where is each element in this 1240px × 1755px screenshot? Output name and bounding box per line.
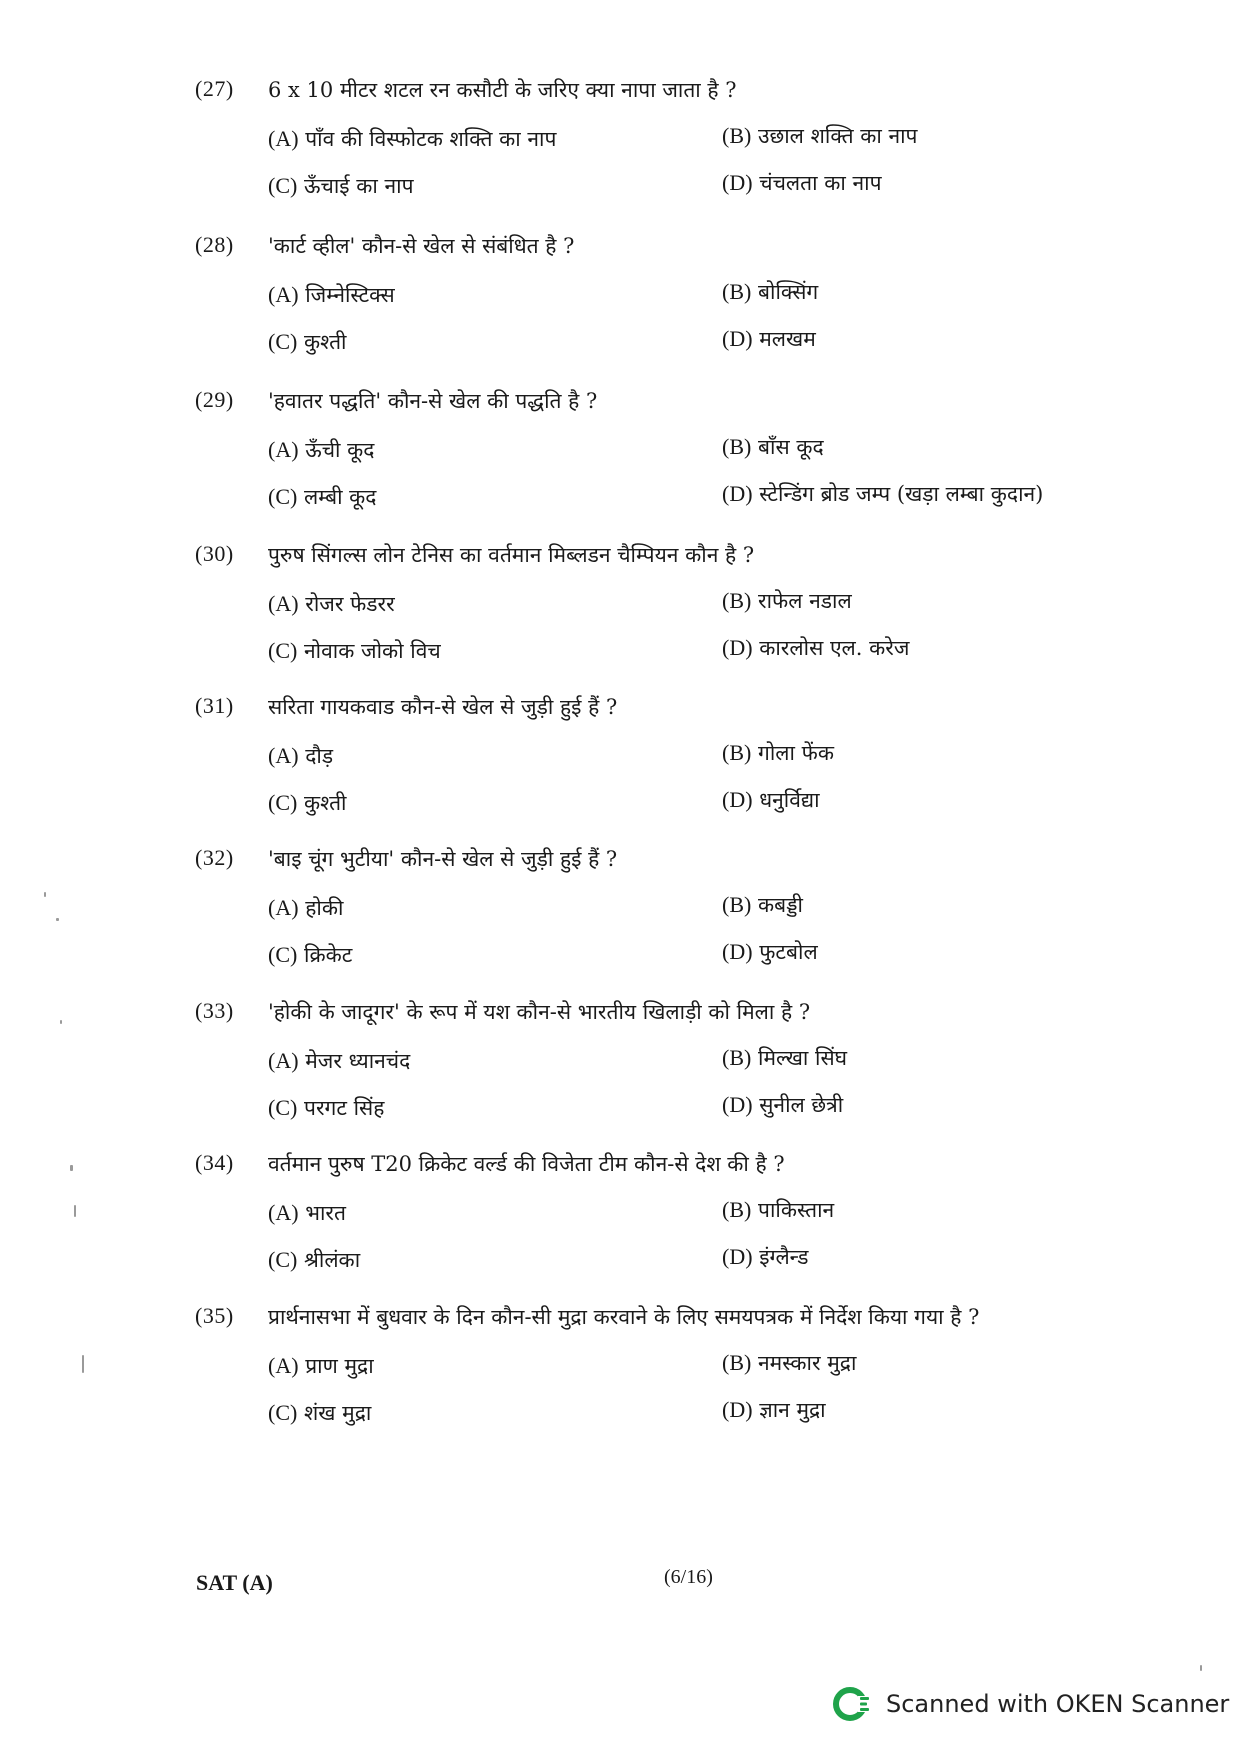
option-text: रोजर फेडरर xyxy=(305,592,395,616)
page-number: (6/16) xyxy=(664,1566,713,1588)
paper-code: SAT (A) xyxy=(196,1570,273,1595)
option-b xyxy=(722,122,917,150)
question-text: 6 x 10 मीटर शटल रन कसौटी के जरिए क्या नापा जाता है ? xyxy=(268,78,737,102)
option-b xyxy=(722,1196,834,1224)
option-c xyxy=(268,789,346,817)
option-text: फुटबोल xyxy=(759,940,818,964)
option-c xyxy=(268,172,414,200)
option-label: (A) xyxy=(268,437,299,462)
option-text: मेजर ध्यानचंद xyxy=(305,1049,411,1073)
option-a xyxy=(268,742,333,770)
question-35 xyxy=(0,1303,1240,1453)
option-a xyxy=(268,125,556,153)
option-label: (A) xyxy=(268,282,299,307)
option-text: इंग्लैन्ड xyxy=(759,1245,809,1269)
option-label: (A) xyxy=(268,1048,299,1073)
option-text: ज्ञान मुद्रा xyxy=(759,1398,826,1422)
option-a xyxy=(268,590,395,618)
option-label: (D) xyxy=(722,481,753,506)
question-33 xyxy=(0,998,1240,1148)
option-label: (A) xyxy=(268,591,299,616)
option-text: पाकिस्तान xyxy=(758,1198,835,1222)
scan-speck xyxy=(70,1165,73,1171)
question-number: (33) xyxy=(195,998,234,1023)
option-label: (C) xyxy=(268,329,298,354)
option-b xyxy=(722,587,852,615)
option-text: दौड़ xyxy=(305,744,334,768)
option-a xyxy=(268,894,343,922)
question-29 xyxy=(0,387,1240,537)
option-text: मलखम xyxy=(759,327,816,351)
question-28 xyxy=(0,232,1240,382)
option-text: धनुर्विद्या xyxy=(759,788,820,812)
option-label: (D) xyxy=(722,939,753,964)
option-text: ऊँचाई का नाप xyxy=(304,174,414,198)
option-label: (C) xyxy=(268,484,298,509)
question-text: 'हवातर पद्धति' कौन-से खेल की पद्धति है ? xyxy=(268,389,598,413)
option-b xyxy=(722,739,834,767)
option-label: (A) xyxy=(268,1353,299,1378)
option-text: उछाल शक्ति का नाप xyxy=(758,124,918,148)
option-label: (C) xyxy=(268,1095,298,1120)
option-c xyxy=(268,328,346,356)
question-text: प्रार्थनासभा में बुधवार के दिन कौन-सी मुद्रा करवाने के लिए समयपत्रक में निर्देश किया गया है ? xyxy=(268,1305,980,1329)
option-label: (D) xyxy=(722,1092,753,1117)
option-label: (D) xyxy=(722,1244,753,1269)
question-text: 'कार्ट व्हील' कौन-से खेल से संबंधित है ? xyxy=(268,234,575,258)
option-text: भारत xyxy=(305,1201,346,1225)
option-text: चंचलता का नाप xyxy=(759,171,882,195)
option-c xyxy=(268,1246,360,1274)
question-30 xyxy=(0,541,1240,691)
option-text: शंख मुद्रा xyxy=(304,1401,372,1425)
option-a xyxy=(268,1199,346,1227)
option-label: (C) xyxy=(268,790,298,815)
option-text: प्राण मुद्रा xyxy=(305,1354,374,1378)
question-number: (28) xyxy=(195,232,234,257)
option-label: (B) xyxy=(722,434,752,459)
option-d xyxy=(722,325,816,353)
question-34 xyxy=(0,1150,1240,1300)
question-number: (31) xyxy=(195,693,234,718)
option-label: (D) xyxy=(722,170,753,195)
scan-speck xyxy=(56,918,59,921)
question-text: पुरुष सिंगल्स लोन टेनिस का वर्तमान मिब्लडन चैम्पियन कौन है ? xyxy=(268,543,755,567)
option-b xyxy=(722,1349,856,1377)
option-text: कबड्डी xyxy=(758,893,803,917)
option-label: (C) xyxy=(268,942,298,967)
option-d xyxy=(722,1091,843,1119)
option-text: मिल्खा सिंघ xyxy=(758,1046,848,1070)
scan-speck xyxy=(60,1020,62,1024)
option-text: कुश्ती xyxy=(304,791,347,815)
option-d xyxy=(722,938,818,966)
option-a xyxy=(268,281,395,309)
option-b xyxy=(722,433,824,461)
option-text: ऊँची कूद xyxy=(305,438,375,462)
question-text: सरिता गायकवाड कौन-से खेल से जुड़ी हुई हैं ? xyxy=(268,695,618,719)
option-text: गोला फेंक xyxy=(758,741,834,765)
option-text: श्रीलंका xyxy=(304,1248,361,1272)
scanner-watermark-text: Scanned with OKEN Scanner xyxy=(886,1690,1230,1718)
question-number: (32) xyxy=(195,845,234,870)
question-31 xyxy=(0,693,1240,843)
question-number: (27) xyxy=(195,76,234,101)
question-text: 'होकी के जादूगर' के रूप में यश कौन-से भारतीय खिलाड़ी को मिला है ? xyxy=(268,1000,811,1024)
scan-speck xyxy=(74,1205,76,1217)
option-text: बोक्सिंग xyxy=(758,280,819,304)
scan-speck xyxy=(1200,1665,1202,1671)
option-label: (D) xyxy=(722,787,753,812)
option-d xyxy=(722,634,909,662)
option-label: (C) xyxy=(268,1247,298,1272)
option-text: राफेल नडाल xyxy=(758,589,852,613)
option-c xyxy=(268,637,441,665)
option-text: कुश्ती xyxy=(304,330,347,354)
option-label: (D) xyxy=(722,326,753,351)
question-number: (29) xyxy=(195,387,234,412)
question-text: 'बाइ चूंग भुटीया' कौन-से खेल से जुड़ी हुई हैं ? xyxy=(268,847,618,871)
option-c xyxy=(268,1399,371,1427)
option-text: लम्बी कूद xyxy=(304,485,377,509)
option-text: कारलोस एल. करेज xyxy=(759,636,910,660)
option-label: (B) xyxy=(722,1197,752,1222)
option-b xyxy=(722,891,803,919)
option-a xyxy=(268,1047,410,1075)
option-label: (B) xyxy=(722,1350,752,1375)
option-text: सुनील छेत्री xyxy=(759,1093,844,1117)
option-label: (D) xyxy=(722,635,753,660)
option-text: होकी xyxy=(305,896,344,920)
option-label: (B) xyxy=(722,1045,752,1070)
option-d xyxy=(722,1396,826,1424)
question-text: वर्तमान पुरुष T20 क्रिकेट वर्ल्ड की विजेता टीम कौन-से देश की है ? xyxy=(268,1152,785,1176)
option-d xyxy=(722,1243,808,1271)
option-text: क्रिकेट xyxy=(304,943,353,967)
option-label: (A) xyxy=(268,743,299,768)
option-text: जिम्नेस्टिक्स xyxy=(305,283,395,307)
option-label: (B) xyxy=(722,588,752,613)
option-label: (B) xyxy=(722,740,752,765)
option-a xyxy=(268,436,374,464)
option-text: बाँस कूद xyxy=(758,435,824,459)
option-label: (A) xyxy=(268,895,299,920)
option-d xyxy=(722,169,882,197)
question-32 xyxy=(0,845,1240,995)
option-label: (C) xyxy=(268,1400,298,1425)
option-b xyxy=(722,278,818,306)
option-d xyxy=(722,480,1043,508)
option-label: (C) xyxy=(268,173,298,198)
question-number: (34) xyxy=(195,1150,234,1175)
option-label: (B) xyxy=(722,279,752,304)
option-c xyxy=(268,1094,384,1122)
option-b xyxy=(722,1044,847,1072)
question-number: (30) xyxy=(195,541,234,566)
option-label: (C) xyxy=(268,638,298,663)
option-label: (B) xyxy=(722,892,752,917)
option-label: (A) xyxy=(268,126,299,151)
option-text: नोवाक जोको विच xyxy=(304,639,441,663)
question-27 xyxy=(0,76,1240,226)
option-c xyxy=(268,941,352,969)
option-text: पाँव की विस्फोटक शक्ति का नाप xyxy=(305,127,557,151)
option-label: (D) xyxy=(722,1397,753,1422)
option-text: स्टेन्डिंग ब्रोड जम्प (खड़ा लम्बा कुदान) xyxy=(759,482,1044,506)
option-text: परगट सिंह xyxy=(304,1096,385,1120)
option-d xyxy=(722,786,820,814)
scan-speck xyxy=(82,1355,84,1373)
option-label: (A) xyxy=(268,1200,299,1225)
oken-scanner-logo-icon xyxy=(832,1684,872,1724)
option-text: नमस्कार मुद्रा xyxy=(758,1351,857,1375)
question-number: (35) xyxy=(195,1303,234,1328)
option-c xyxy=(268,483,376,511)
option-label: (B) xyxy=(722,123,752,148)
scan-speck xyxy=(44,892,46,897)
scanner-watermark xyxy=(832,1684,1229,1724)
option-a xyxy=(268,1352,374,1380)
